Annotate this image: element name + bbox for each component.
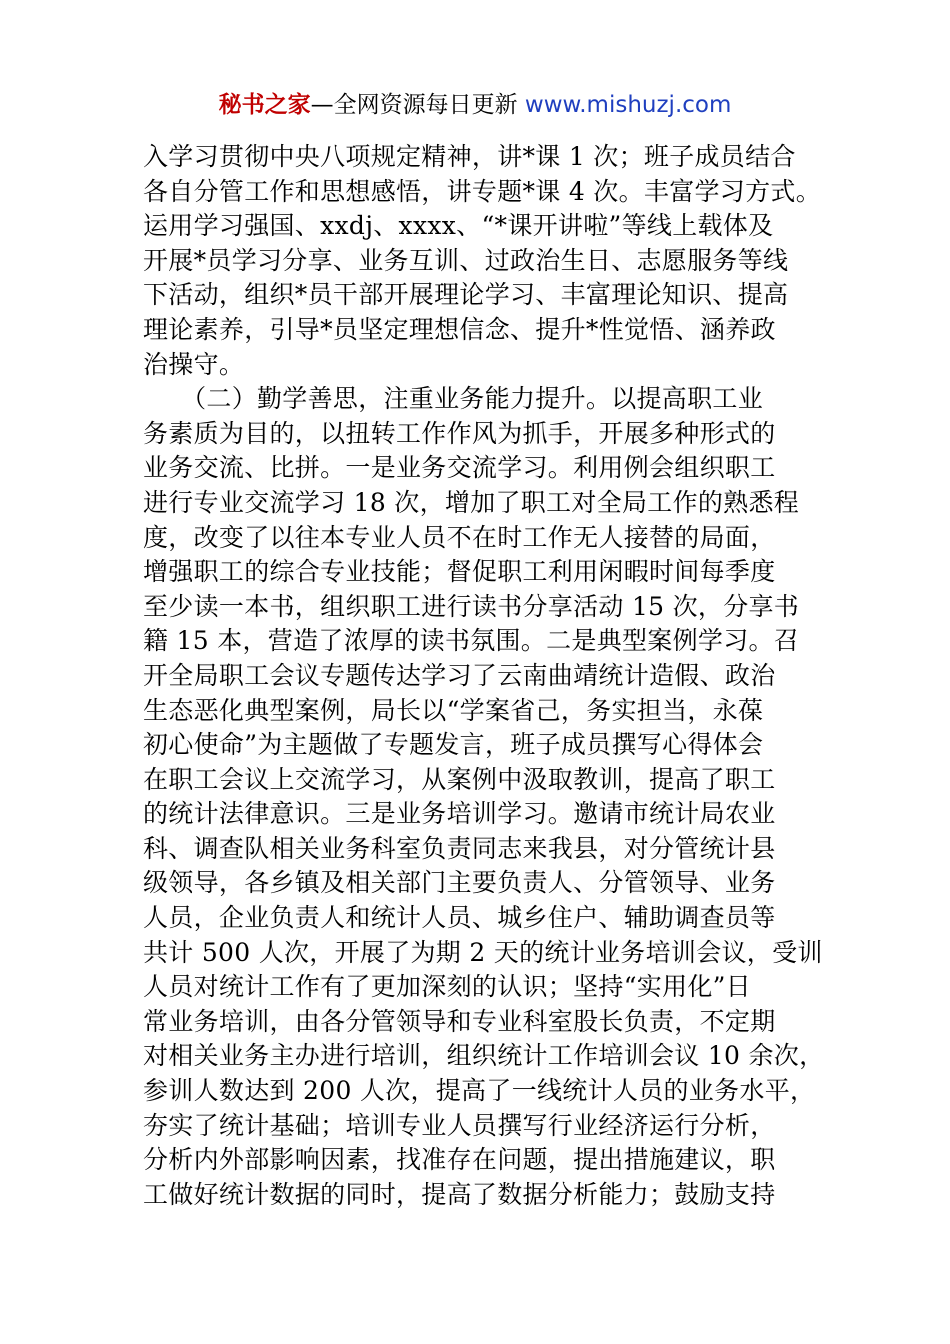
text-line: 级领导，各乡镇及相关部门主要负责人、分管领导、业务 xyxy=(143,868,776,898)
text-line: 各自分管工作和思想感悟，讲专题*课 4 次。丰富学习方式。 xyxy=(143,176,822,206)
text-line: 参训人数达到 200 人次，提高了一线统计人员的业务水平， xyxy=(143,1076,816,1106)
text-line: 常业务培训，由各分管领导和专业科室股长负责，不定期 xyxy=(143,1006,776,1036)
text-line: 初心使命”为主题做了专题发言，班子成员撰写心得体会 xyxy=(143,730,764,760)
text-line: 开展*员学习分享、业务互训、过政治生日、志愿服务等线 xyxy=(143,245,789,275)
text-line: 人员，企业负责人和统计人员、城乡住户、辅助调查员等 xyxy=(143,903,776,933)
document-body xyxy=(143,140,823,1212)
text-line: 治操守。 xyxy=(143,349,245,379)
text-line: 夯实了统计基础；培训专业人员撰写行业经济运行分析， xyxy=(143,1110,776,1140)
text-line: 务素质为目的，以扭转工作作风为抓手，开展多种形式的 xyxy=(143,418,776,448)
text-line: 工做好统计数据的同时，提高了数据分析能力；鼓励支持 xyxy=(143,1179,776,1209)
text-line: 下活动，组织*员干部开展理论学习、丰富理论知识、提高 xyxy=(143,280,789,310)
text-line: 开全局职工会议专题传达学习了云南曲靖统计造假、政治 xyxy=(143,660,776,690)
text-line: 分析内外部影响因素，找准存在问题，提出措施建议，职 xyxy=(143,1145,776,1175)
text-line: 至少读一本书，组织职工进行读书分享活动 15 次，分享书 xyxy=(143,591,800,621)
text-line: 理论素养，引导*员坚定理想信念、提升*性觉悟、涵养政 xyxy=(143,314,776,344)
text-line: 人员对统计工作有了更加深刻的认识；坚持“实用化”日 xyxy=(143,972,752,1002)
text-line: 籍 15 本，营造了浓厚的读书氛围。二是典型案例学习。召 xyxy=(143,626,800,656)
text-line: 度，改变了以往本专业人员不在时工作无人接替的局面， xyxy=(143,522,776,552)
text-line: 生态恶化典型案例，局长以“学案省己，务实担当，永葆 xyxy=(143,695,764,725)
text-line: 运用学习强国、xxdj、xxxx、“*课开讲啦”等线上载体及 xyxy=(143,211,774,241)
text-line: 业务交流、比拼。一是业务交流学习。利用例会组织职工 xyxy=(143,453,776,483)
text-line: 共计 500 人次，开展了为期 2 天的统计业务培训会议，受训 xyxy=(143,937,823,967)
site-url-link[interactable]: www.mishuzj.com xyxy=(524,92,732,118)
text-line: 进行专业交流学习 18 次，增加了职工对全局工作的熟悉程 xyxy=(143,487,800,517)
text-line: 对相关业务主办进行培训，组织统计工作培训会议 10 余次， xyxy=(143,1041,825,1071)
text-line: 增强职工的综合专业技能；督促职工利用闲暇时间每季度 xyxy=(143,557,776,587)
text-line: 科、调查队相关业务科室负责同志来我县，对分管统计县 xyxy=(143,833,776,863)
text-line: 的统计法律意识。三是业务培训学习。邀请市统计局农业 xyxy=(143,799,776,829)
text-line: 入学习贯彻中央八项规定精神，讲*课 1 次；班子成员结合 xyxy=(143,142,796,171)
site-tagline: —全网资源每日更新 xyxy=(310,92,525,118)
site-brand: 秘书之家 xyxy=(218,92,311,118)
text-line: 在职工会议上交流学习，从案例中汲取教训，提高了职工 xyxy=(143,764,776,794)
site-header xyxy=(0,90,950,120)
text-line: （二）勤学善思，注重业务能力提升。以提高职工业 xyxy=(143,384,764,414)
